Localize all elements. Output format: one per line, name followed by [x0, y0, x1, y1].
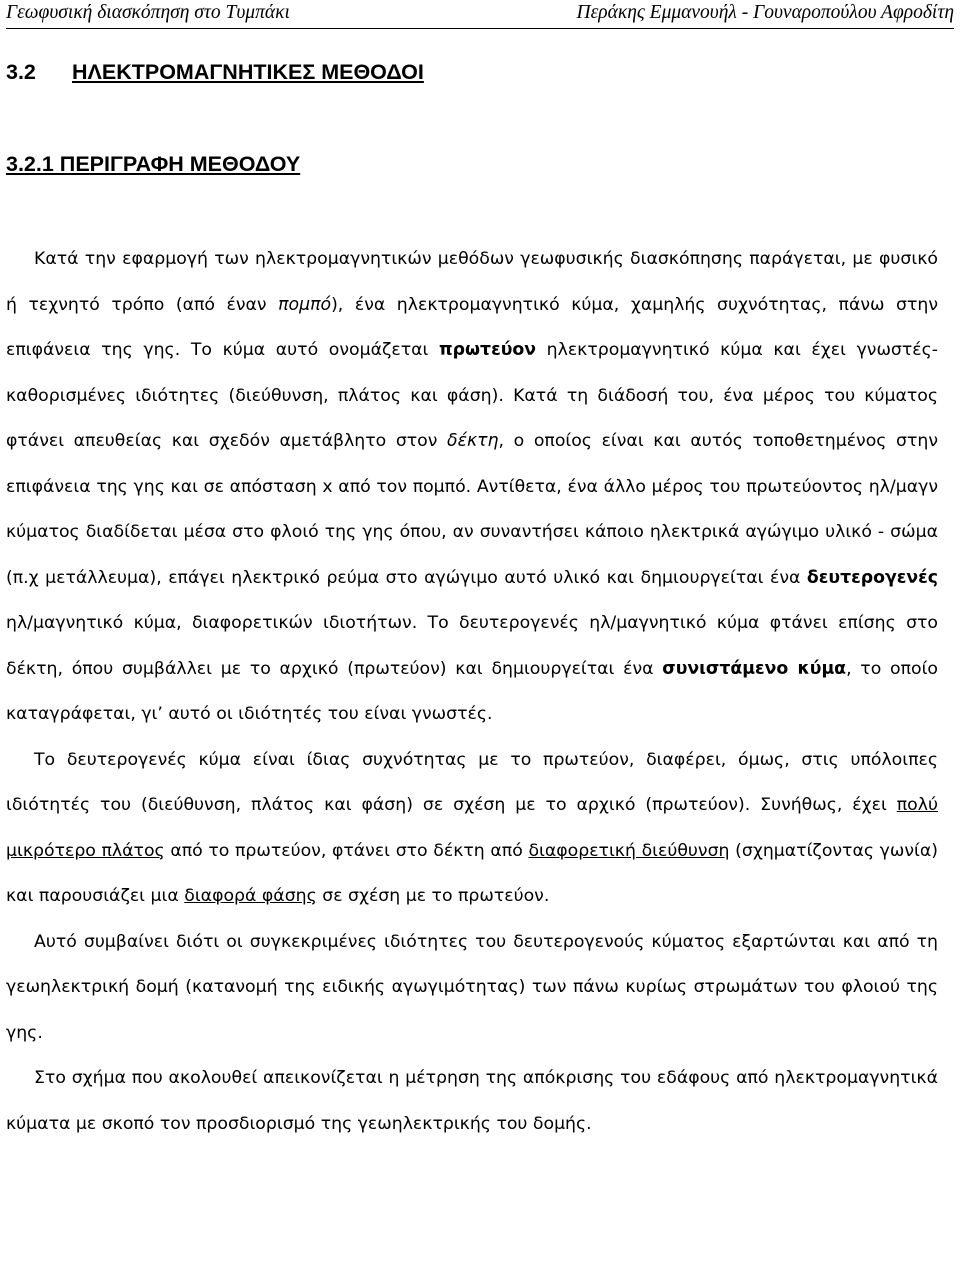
paragraph-2 [6, 738, 938, 920]
text-run: Κατά την εφαρμογή των ηλεκτρομαγνητικών μεθόδων γεωφυσικής διασκόπησης παράγεται, με φυσικό ή τεχνητό τρόπο (από έναν [6, 249, 938, 315]
section-heading [6, 60, 424, 85]
underlined-term: πολύ μικρότερο πλάτος [6, 795, 938, 861]
bold-term: συνιστάμενο κύμα [662, 658, 847, 679]
bold-term: δευτερογενές [806, 567, 938, 588]
header-authors: Περάκης Εμμανουήλ - Γουναροπούλου Αφροδίτη [576, 2, 954, 23]
text-run: (σχηματίζοντας γωνία) και παρουσιάζει μια [6, 840, 938, 906]
text-run: Το δευτερογενές κύμα είναι ίδιας συχνότητας με το πρωτεύον, διαφέρει, όμως, στις υπόλοιπες ιδιότητές του (διεύθυνση, πλάτος και φάση) σε σχέση με το αρχικό (πρωτεύον). Συνήθως, έχει [6, 749, 938, 815]
text-run: ), ένα ηλεκτρομαγνητικό κύμα, χαμηλής συχνότητας, πάνω στην επιφάνεια της γης. Το κύμα αυτό ονομάζεται [6, 294, 938, 360]
paragraph-3: Αυτό συμβαίνει διότι οι συγκεκριμένες ιδιότητες του δευτερογενούς κύματος εξαρτώνται και από τη γεωηλεκτρική δομή (κατανομή της ειδικής αγωγιμότητας) των πάνω κυρίως στρωμάτων του φλοιού της γης. [6, 931, 938, 1043]
text-run: σε σχέση με το πρωτεύον. [316, 886, 550, 906]
emphasis-term: δέκτη [447, 431, 499, 451]
emphasis-term: πομπό [278, 294, 332, 315]
bold-term: πρωτεύον [439, 340, 537, 360]
underlined-term: διαφορετική διεύθυνση [528, 840, 730, 861]
text-run: ηλ/μαγνητικό κύμα, διαφορετικών ιδιοτήτων. Το δευτερογενές ηλ/μαγνητικό κύμα φτάνει επίσης στο δέκτη, όπου συμβάλλει με το αρχικό (πρωτεύον) και δημιουργείται ένα [6, 613, 938, 679]
page-header [6, 0, 954, 29]
text-run: , το οποίο καταγράφεται, γι’ αυτό οι ιδιότητές του είναι γνωστές. [6, 658, 938, 724]
text-run: , ο οποίος είναι και αυτός τοποθετημένος στην επιφάνεια της γης και σε απόσταση x από τον πομπό. Αντίθετα, ένα άλλο μέρος του πρωτεύοντος ηλ/μαγν κύματος διαδίδεται μέσα στο φλοιό της γης όπου, αν συναντήσει κάποιο ηλεκτρικά αγώγιμο υλικό - σώμα (π.χ μετάλλευμα), επάγει ηλεκτρικό ρεύμα στο αγώγιμο αυτό υλικό και δημιουργείται ένα [6, 431, 939, 588]
document-body [6, 237, 938, 1147]
text-run: ηλεκτρομαγνητικό κύμα και έχει γνωστές-καθορισμένες ιδιότητες (διεύθυνση, πλάτος και φάση). Κατά τη διάδοσή του, ένα μέρος του κύματος φτάνει απευθείας και σχεδόν αμετάβλητο στον [6, 340, 939, 451]
paragraph-4: Στο σχήμα που ακολουθεί απεικονίζεται η μέτρηση της απόκρισης του εδάφους από ηλεκτρομαγνητικά κύματα με σκοπό τον προσδιορισμό της γεωηλεκτρικής του δομής. [6, 1068, 938, 1134]
section-title: ΗΛΕΚΤΡΟΜΑΓΝΗΤΙΚΕΣ ΜΕΘΟΔΟΙ [72, 60, 424, 84]
section-number: 3.2 [6, 60, 36, 84]
paragraph-1 [6, 237, 938, 738]
underlined-term: διαφορά φάσης [184, 886, 317, 906]
header-document-title: Γεωφυσική διασκόπηση στο Τυμπάκι [6, 2, 290, 23]
text-run: από το πρωτεύον, φτάνει στο δέκτη από [164, 840, 529, 861]
subsection-heading: 3.2.1 ΠΕΡΙΓΡΑΦΗ ΜΕΘΟΔΟΥ [6, 152, 301, 176]
